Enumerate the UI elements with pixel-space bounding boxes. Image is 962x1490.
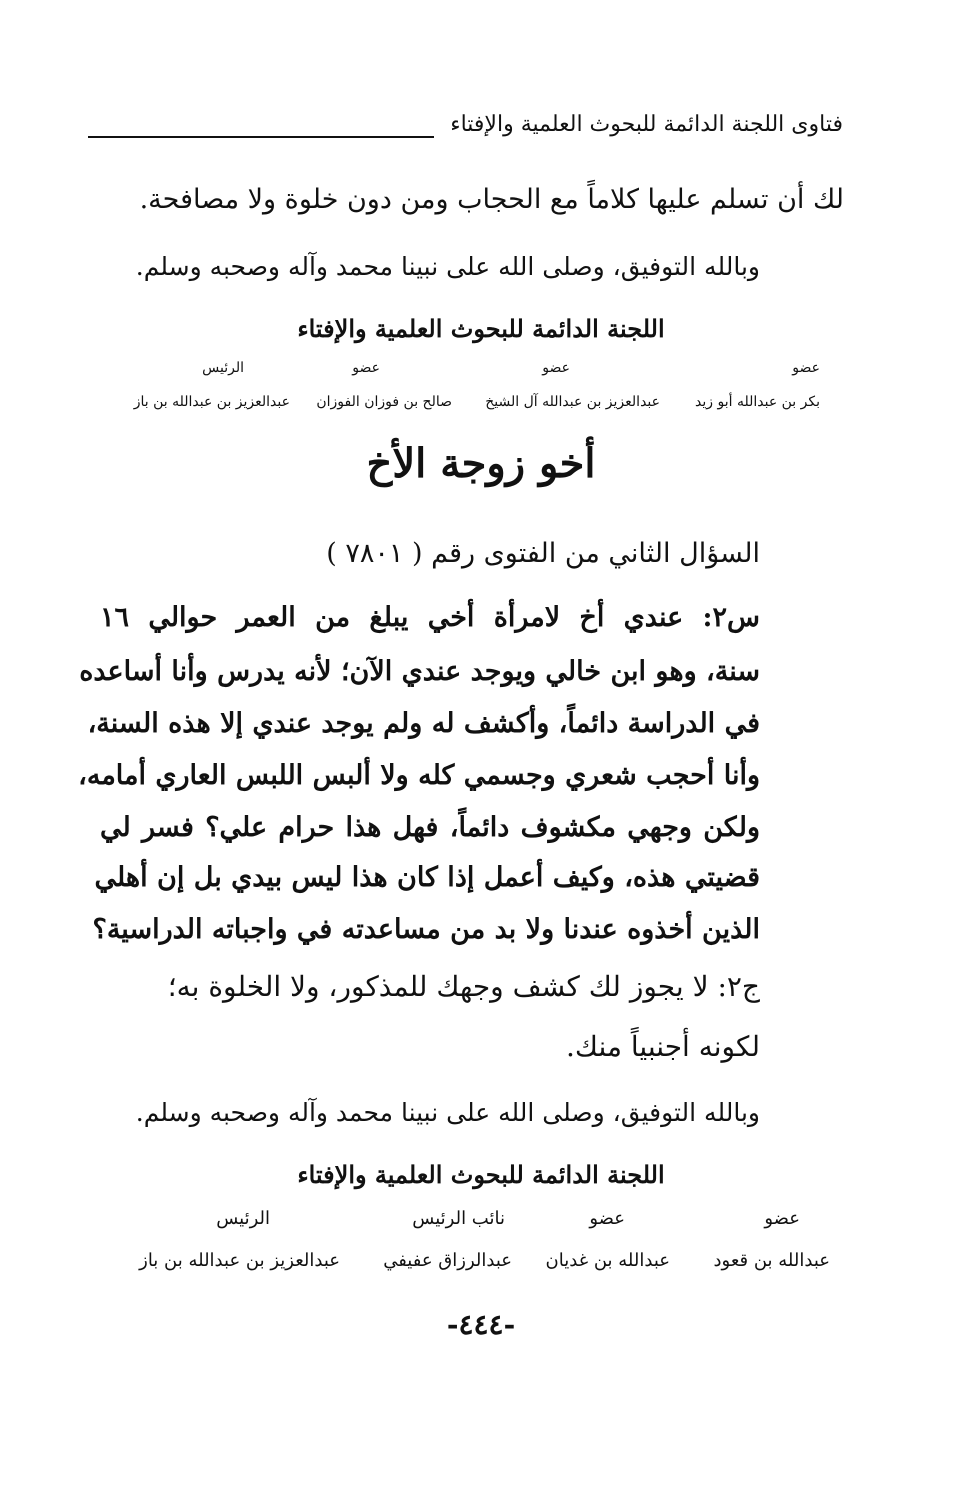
closing-prayer: وبالله التوفيق، وصلى الله على نبينا محمد وآله وصحبه وسلم. [135,252,760,281]
signatory-name: عبدالعزيز بن عبدالله بن باز [139,1250,340,1271]
signature-roles [100,360,820,390]
signatory-name: عبدالله بن قعود [713,1250,830,1271]
page-number: -٤٤٤- [446,1308,516,1341]
question-line: الذين أخذوه عندنا ولا بد من مساعدته في واجباته الدراسية؟ [92,914,760,945]
question-line: قضيتي هذه، وكيف أعمل إذا كان هذا ليس بيدي بل إن أهلي [94,862,760,893]
closing-prayer: وبالله التوفيق، وصلى الله على نبينا محمد وآله وصحبه وسلم. [135,1098,760,1127]
signatory-name: عبدالله بن غديان [545,1250,670,1271]
signatory-name: عبدالعزيز بن عبدالله آل الشيخ [485,394,660,410]
signatory-role: الرئيس [202,360,244,376]
header-rule [88,136,434,138]
question-line: في الدراسة دائماً، وأكشف له ولم يوجد عندي إلا هذه السنة، [87,708,760,739]
signature-roles [120,1208,830,1238]
signature-names [90,394,820,424]
signatory-role: عضو [792,360,820,376]
signatory-role: عضو [589,1208,625,1229]
answer-line: ج٢: لا يجوز لك كشف وجهك للمذكور، ولا الخلوة به؛ [167,970,760,1003]
section-title: أخو زوجة الأخ [366,440,596,487]
signatory-name: عبدالعزيز بن عبدالله بن باز [133,394,290,410]
signatory-role: الرئيس [216,1208,270,1229]
signatory-role: نائب الرئيس [412,1208,505,1229]
committee-title: اللجنة الدائمة للبحوث العلمية والإفتاء [297,314,665,343]
signatory-role: عضو [764,1208,800,1229]
question-line: ولكن وجهي مكشوف دائماً، فهل هذا حرام علي؟ فسر لي [100,812,760,843]
signatory-name: عبدالرزاق عفيفي [383,1250,512,1271]
question-line: سنة، وهو ابن خالي ويوجد عندي الآن؛ لأنه يدرس وأنا أساعده [79,656,760,687]
continuation-text: لك أن تسلم عليها كلاماً مع الحجاب ومن دون خلوة ولا مصافحة. [139,184,844,215]
answer-line: لكونه أجنبياً منك. [566,1030,760,1063]
signatory-name: بكر بن عبدالله أبو زيد [695,394,820,410]
question-reference: السؤال الثاني من الفتوى رقم ( ٧٨٠١ ) [326,538,760,569]
signature-names [110,1250,830,1280]
running-header [88,112,843,148]
committee-title: اللجنة الدائمة للبحوث العلمية والإفتاء [297,1160,665,1189]
signatory-role: عضو [352,360,380,376]
question-line: وأنا أحجب شعري وجسمي كله ولا ألبس اللبس العاري أمامه، [78,760,760,791]
question-line: س٢: عندي أخ لامرأة أخي يبلغ من العمر حوالي ١٦ [100,602,760,633]
signatory-name: صالح بن فوزان الفوزان [316,394,452,410]
header-title: فتاوى اللجنة الدائمة للبحوث العلمية والإفتاء [450,112,843,137]
signatory-role: عضو [542,360,570,376]
